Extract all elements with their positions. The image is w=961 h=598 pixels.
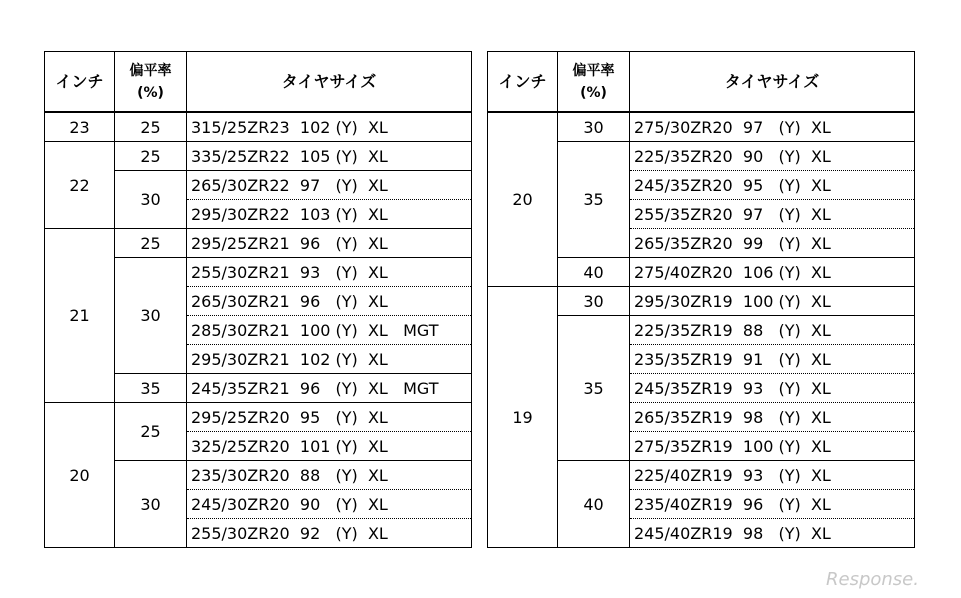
aspect-ratio-cell: 25: [115, 229, 187, 258]
response-logo: [826, 566, 950, 590]
table-row: [488, 287, 915, 316]
tire-size-cell: 245/35ZR21 96 (Y) XL MGT: [187, 374, 472, 403]
tire-size-cell: 285/30ZR21 100 (Y) XL MGT: [187, 316, 472, 345]
inch-cell: 19: [488, 287, 558, 548]
header-ratio-label: 偏平率: [129, 62, 172, 79]
tire-size-cell: 255/35ZR20 97 (Y) XL: [630, 200, 915, 229]
tire-size-table-right: [487, 51, 915, 548]
aspect-ratio-cell: 40: [558, 461, 630, 548]
tire-size-cell: 275/35ZR19 100 (Y) XL: [630, 432, 915, 461]
aspect-ratio-cell: 30: [558, 112, 630, 142]
tire-size-cell: 225/35ZR19 88 (Y) XL: [630, 316, 915, 345]
inch-cell: 20: [45, 403, 115, 548]
tire-size-cell: 255/30ZR21 93 (Y) XL: [187, 258, 472, 287]
tire-size-cell: 265/35ZR19 98 (Y) XL: [630, 403, 915, 432]
tire-size-cell: 265/30ZR21 96 (Y) XL: [187, 287, 472, 316]
tire-size-cell: 335/25ZR22 105 (Y) XL: [187, 142, 472, 171]
tire-size-cell: 225/40ZR19 93 (Y) XL: [630, 461, 915, 490]
tire-size-cell: 255/30ZR20 92 (Y) XL: [187, 519, 472, 548]
table-body: [488, 112, 915, 548]
aspect-ratio-cell: 35: [115, 374, 187, 403]
tire-size-cell: 245/35ZR19 93 (Y) XL: [630, 374, 915, 403]
table-row: [45, 403, 472, 432]
table-row: [45, 112, 472, 142]
tire-size-cell: 245/40ZR19 98 (Y) XL: [630, 519, 915, 548]
tire-size-cell: 295/25ZR20 95 (Y) XL: [187, 403, 472, 432]
aspect-ratio-cell: 30: [115, 461, 187, 548]
tire-size-cell: 265/30ZR22 97 (Y) XL: [187, 171, 472, 200]
aspect-ratio-cell: 30: [115, 171, 187, 229]
inch-cell: 22: [45, 142, 115, 229]
tire-size-cell: 295/30ZR19 100 (Y) XL: [630, 287, 915, 316]
aspect-ratio-cell: 35: [558, 316, 630, 461]
table-row: [488, 112, 915, 142]
header-aspect-ratio: [115, 52, 187, 113]
tire-size-cell: 265/35ZR20 99 (Y) XL: [630, 229, 915, 258]
tire-size-cell: 315/25ZR23 102 (Y) XL: [187, 112, 472, 142]
tire-size-cell: 295/25ZR21 96 (Y) XL: [187, 229, 472, 258]
table-row: [45, 142, 472, 171]
tire-size-cell: 235/30ZR20 88 (Y) XL: [187, 461, 472, 490]
tire-size-cell: 245/35ZR20 95 (Y) XL: [630, 171, 915, 200]
inch-cell: 23: [45, 112, 115, 142]
aspect-ratio-cell: 30: [558, 287, 630, 316]
tire-size-cell: 225/35ZR20 90 (Y) XL: [630, 142, 915, 171]
tire-size-cell: 275/40ZR20 106 (Y) XL: [630, 258, 915, 287]
inch-cell: 21: [45, 229, 115, 403]
header-inch: インチ: [45, 52, 115, 113]
inch-cell: 20: [488, 112, 558, 287]
tire-size-cell: 235/35ZR19 91 (Y) XL: [630, 345, 915, 374]
aspect-ratio-cell: 25: [115, 403, 187, 461]
tire-size-cell: 325/25ZR20 101 (Y) XL: [187, 432, 472, 461]
header-row: [45, 52, 472, 113]
tire-size-cell: 235/40ZR19 96 (Y) XL: [630, 490, 915, 519]
tire-size-cell: 275/30ZR20 97 (Y) XL: [630, 112, 915, 142]
tire-size-table-left: [44, 51, 472, 548]
tire-size-cell: 245/30ZR20 90 (Y) XL: [187, 490, 472, 519]
table-body: [45, 112, 472, 548]
watermark-text: Response.: [826, 569, 919, 590]
aspect-ratio-cell: 35: [558, 142, 630, 258]
tire-size-cell: 295/30ZR22 103 (Y) XL: [187, 200, 472, 229]
aspect-ratio-cell: 40: [558, 258, 630, 287]
header-ratio-unit: (%): [580, 84, 607, 101]
header-tire-size: タイヤサイズ: [630, 52, 915, 113]
header-ratio-label: 偏平率: [572, 62, 615, 79]
table-row: [45, 229, 472, 258]
header-tire-size: タイヤサイズ: [187, 52, 472, 113]
header-ratio-unit: (%): [137, 84, 164, 101]
header-inch: インチ: [488, 52, 558, 113]
aspect-ratio-cell: 25: [115, 142, 187, 171]
header-aspect-ratio: [558, 52, 630, 113]
aspect-ratio-cell: 25: [115, 112, 187, 142]
header-row: [488, 52, 915, 113]
tire-size-cell: 295/30ZR21 102 (Y) XL: [187, 345, 472, 374]
aspect-ratio-cell: 30: [115, 258, 187, 374]
